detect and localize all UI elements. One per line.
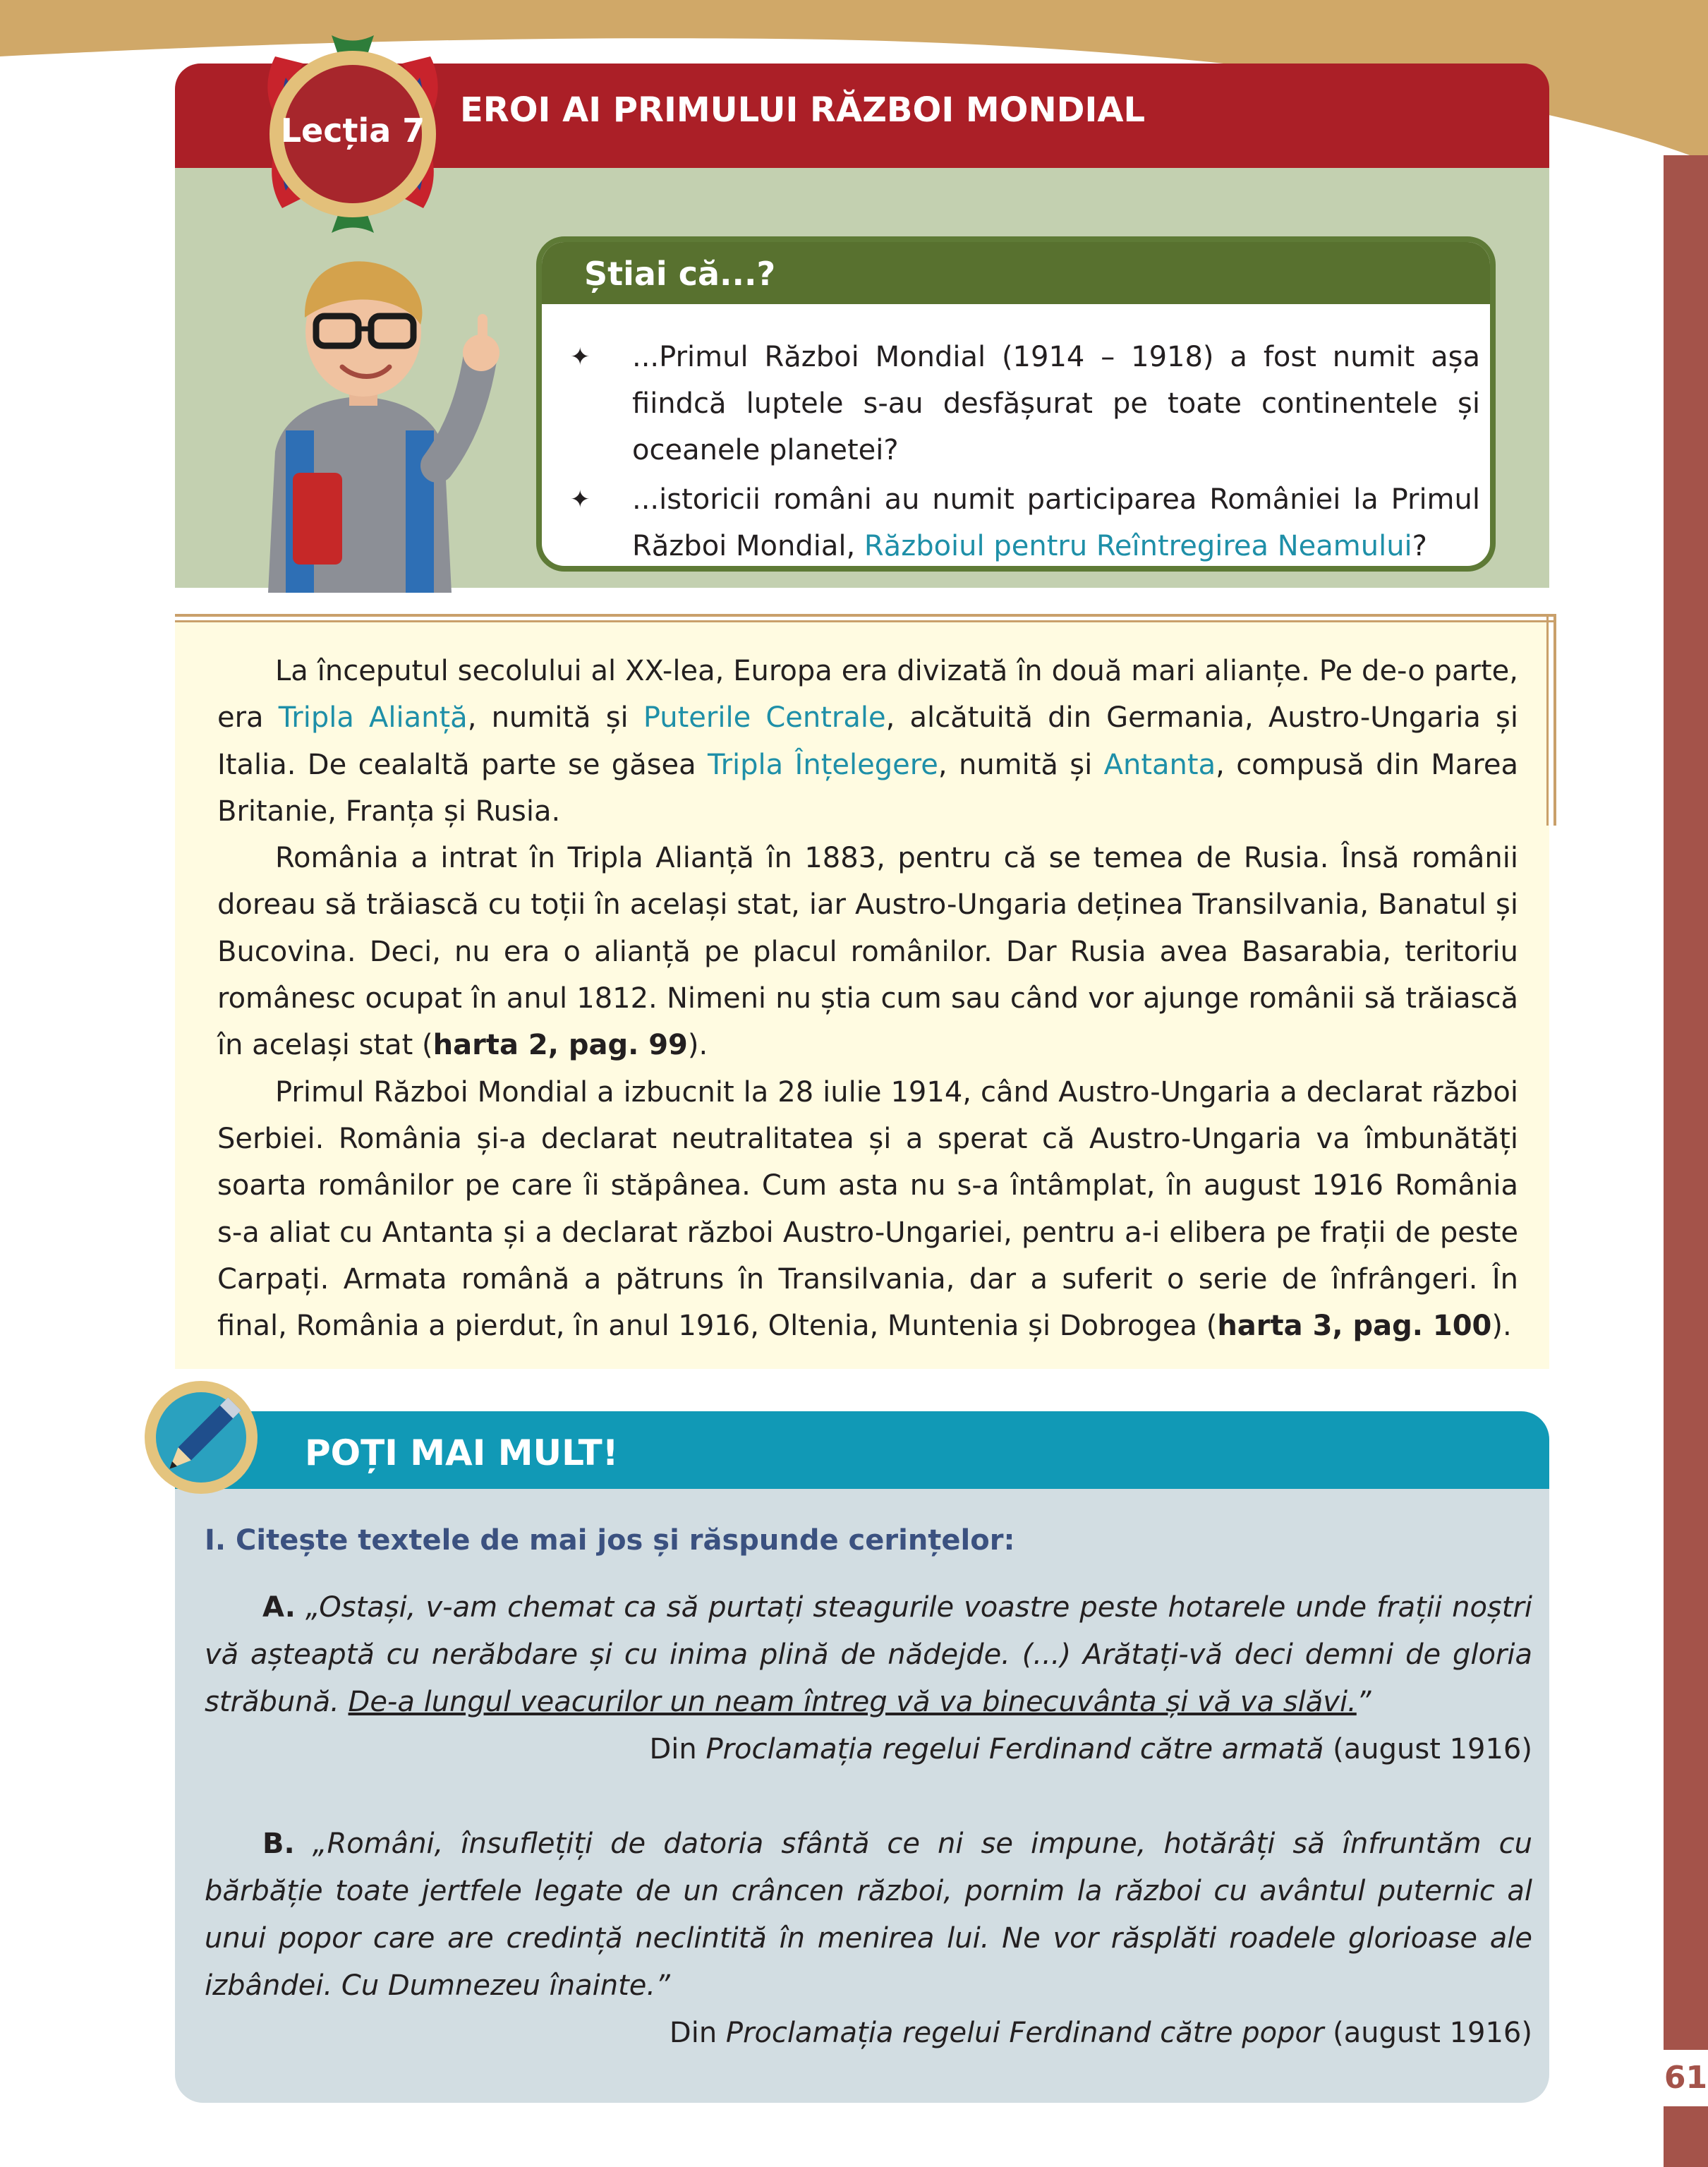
did-you-know-item: [570, 476, 1480, 569]
highlight-term: Războiul pentru Reîntregirea Neamului: [864, 530, 1412, 562]
highlight-term: Antanta: [1103, 748, 1216, 781]
underlined-sentence: De-a lungul veacurilor un neam întreg vă va binecuvânta și vă va slăvi.: [348, 1686, 1357, 1718]
paragraph-3: Primul Război Mondial a izbucnit la 28 iulie 1914, când Austro-Ungaria a declarat război Serbiei. România și-a declarat neutralitatea și a sperat că Austro-Ungaria va îmbunătăți soarta românilor pe care îi stăpânea. Cum asta nu s-a întâmplat, în august 1916 România s-a aliat cu Antanta și a declarat război Austro-Ungariei, pentru a-i elibera pe frații de peste Carpați. Armata română a pătruns în Transilvania, dar a suferit o serie de înfrângeri. În final, România a pierdut, în anul 1916, Oltenia, Muntenia și Dobrogea (harta 3, pag. 100).: [217, 1075, 1518, 1343]
page-number: 61: [1664, 2050, 1708, 2106]
paragraph-2: România a intrat în Tripla Alianță în 1883, pentru că se temea de Rusia. Însă românii doreau să trăiască cu toții în același stat, iar Austro-Ungaria deținea Transilvania, Banatul și Bucovina. Deci, nu era o alianță pe placul românilor. Dar Rusia avea Basarabia, teritoriu românesc ocupat în anul 1812. Nimeni nu știa cum sau când vor ajunge românii să trăiască în același stat (harta 2, pag. 99).: [217, 842, 1518, 1062]
quote-letter: B.: [262, 1828, 295, 1860]
quote-letter: A.: [262, 1591, 296, 1624]
quote-a-text: A. „Ostași, v-am chemat ca să purtați steagurile voastre peste hotarele unde frații noștri vă așteaptă cu nerăbdare și cu inima plină de nădejde. (...) Arătați-vă deci demni de gloria străbună. De-a lungul veacurilor un neam întreg vă va binecuvânta și vă va slăvi.”: [205, 1591, 1532, 1718]
frame-rule-right: [1546, 614, 1556, 826]
did-you-know-box: [536, 236, 1496, 572]
did-you-know-item: [570, 334, 1480, 473]
frame-rule-top: [175, 614, 1556, 622]
map-reference: harta 2, pag. 99: [432, 1029, 688, 1062]
highlight-term: Tripla Alianță: [278, 701, 468, 735]
boy-illustration: [226, 240, 550, 593]
quote-a: [205, 1584, 1532, 1773]
lesson-number-label: Lecția 7: [280, 111, 425, 150]
lesson-title: EROI AI PRIMULUI RĂZBOI MONDIAL: [460, 90, 1146, 130]
quote-b-source: Din Proclamația regelui Ferdinand către popor (august 1916): [669, 2017, 1532, 2049]
highlight-term: Puterile Centrale: [643, 701, 886, 735]
task-instruction: I. Citește textele de mai jos și răspunde cerințelor:: [205, 1524, 1015, 1557]
main-text: [217, 648, 1518, 1349]
did-you-know-text: ...Primul Război Mondial (1914 – 1918) a fost numit așa fiindcă luptele s-au desfășurat pe toate continentele și oceanele planetei?: [632, 341, 1480, 466]
quote-a-source: Din Proclamația regelui Ferdinand către armată (august 1916): [649, 1733, 1532, 1765]
quote-b-text: B. „Români, însuflețiți de datoria sfântă ce ni se impune, hotărâți să înfruntăm cu bărbăție toate jertfele legate de un crâncen război, pornim la război cu avântul puternic al unui popor care are credință neclintită în menirea lui. Ne vor răsplăti roadele glorioase ale izbândei. Cu Dumnezeu înainte.”: [205, 1828, 1532, 2002]
paragraph-1: La începutul secolului al XX-lea, Europa era divizată în două mari alianțe. Pe de-o parte, era Tripla Alianță, numită și Puterile Centrale, alcătuită din Germania, Austro-Ungaria și Italia. De cealaltă parte se găsea Tripla Înțelegere, numită și Antanta, compusă din Marea Britanie, Franța și Rusia.: [217, 655, 1519, 828]
star-bullet-icon: ✦: [570, 485, 590, 514]
map-reference: harta 3, pag. 100: [1217, 1310, 1492, 1343]
star-bullet-icon: ✦: [570, 343, 590, 371]
exercise-title: POȚI MAI MULT!: [305, 1432, 619, 1473]
did-you-know-text: ...istoricii români au numit participarea României la Primul Război Mondial, Războiul pentru Reîntregirea Neamului?: [632, 483, 1480, 562]
highlight-term: Tripla Înțelegere: [708, 748, 938, 781]
side-bar: [1664, 155, 1708, 2167]
pencil-icon: [141, 1377, 261, 1497]
did-you-know-title: Știai că...?: [584, 255, 776, 293]
quote-b: [205, 1821, 1532, 2057]
